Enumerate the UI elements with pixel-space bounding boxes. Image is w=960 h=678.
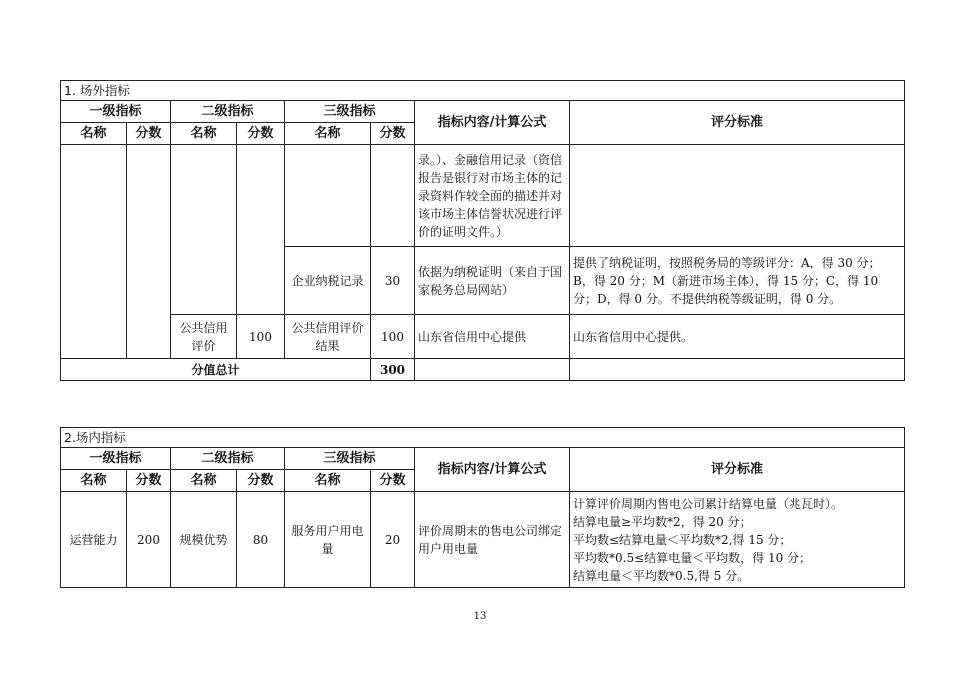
l2-name-cell: 规模优势	[171, 492, 237, 588]
header-l1-name: 名称	[61, 470, 127, 492]
l2-score-cell: 100	[237, 315, 285, 359]
header-l3-name: 名称	[285, 470, 371, 492]
header-l3-score: 分数	[371, 123, 415, 145]
total-content-cell	[415, 359, 570, 381]
l3-score-cell: 100	[371, 315, 415, 359]
header-l3-name: 名称	[285, 123, 371, 145]
section1-table	[60, 80, 905, 381]
l3-name-cell	[285, 145, 371, 247]
header-l1-score: 分数	[127, 470, 171, 492]
l2-name-cell	[171, 145, 237, 315]
l3-name-cell: 服务用户用电量	[285, 492, 371, 588]
page-number: 13	[473, 611, 487, 622]
section2-title: 2.场内指标	[61, 428, 905, 448]
header-standard: 评分标准	[570, 101, 905, 145]
l1-score-cell: 200	[127, 492, 171, 588]
header-content: 指标内容/计算公式	[415, 101, 570, 145]
standard-line: 计算评价周期内售电公司累计结算电量（兆瓦时）。	[573, 496, 844, 511]
l2-name-cell: 公共信用评价	[171, 315, 237, 359]
l3-name-cell: 公共信用评价结果	[285, 315, 371, 359]
table-row	[61, 315, 905, 359]
total-standard-cell	[570, 359, 905, 381]
l3-score-cell	[371, 145, 415, 247]
header-l2-score: 分数	[237, 123, 285, 145]
standard-cell: 山东省信用中心提供。	[570, 315, 905, 359]
header-level1: 一级指标	[61, 448, 171, 470]
header-l1-name: 名称	[61, 123, 127, 145]
header-l3-score: 分数	[371, 470, 415, 492]
header-level3: 三级指标	[285, 448, 415, 470]
l1-score-cell	[127, 145, 171, 359]
l3-score-cell: 20	[371, 492, 415, 588]
table-row	[61, 492, 905, 588]
header-content: 指标内容/计算公式	[415, 448, 570, 492]
header-l2-score: 分数	[237, 470, 285, 492]
standard-cell	[570, 492, 905, 588]
standard-line: 结算电量≥平均数*2，得 20 分；	[573, 514, 752, 529]
content-cell: 录。）、金融信用记录（资信报告是银行对市场主体的记录资料作较全面的描述并对该市场主体信誉状况进行评价的证明文件。）	[415, 145, 570, 247]
content-cell: 山东省信用中心提供	[415, 315, 570, 359]
header-level2: 二级指标	[171, 101, 285, 123]
total-value: 300	[371, 359, 415, 381]
header-level3: 三级指标	[285, 101, 415, 123]
l3-name-cell: 企业纳税记录	[285, 247, 371, 315]
header-l2-name: 名称	[171, 470, 237, 492]
content-cell: 评价周期末的售电公司绑定用户用电量	[415, 492, 570, 588]
section2-table	[60, 427, 905, 588]
total-label: 分值总计	[61, 359, 371, 381]
header-level1: 一级指标	[61, 101, 171, 123]
standard-line: 平均数*0.5≤结算电量＜平均数，得 10 分；	[573, 550, 812, 565]
standard-line: 结算电量＜平均数*0.5,得 5 分。	[573, 568, 750, 583]
l2-score-cell	[237, 145, 285, 315]
header-standard: 评分标准	[570, 448, 905, 492]
standard-cell: 提供了纳税证明，按照税务局的等级评分：A，得 30 分；B，得 20 分；M（新进市场主体），得 15 分；C，得 10 分；D，得 0 分。不提供纳税等级证明，得 0 分。	[570, 247, 905, 315]
standard-cell	[570, 145, 905, 247]
header-level2: 二级指标	[171, 448, 285, 470]
content-cell: 依据为纳税证明（来自于国家税务总局网站）	[415, 247, 570, 315]
header-l2-name: 名称	[171, 123, 237, 145]
l1-name-cell: 运营能力	[61, 492, 127, 588]
l3-score-cell: 30	[371, 247, 415, 315]
section1-title: 1. 场外指标	[61, 81, 905, 101]
table-row	[61, 145, 905, 247]
standard-line: 平均数≤结算电量＜平均数*2,得 15 分；	[573, 532, 792, 547]
l1-name-cell	[61, 145, 127, 359]
total-row	[61, 359, 905, 381]
l2-score-cell: 80	[237, 492, 285, 588]
header-l1-score: 分数	[127, 123, 171, 145]
